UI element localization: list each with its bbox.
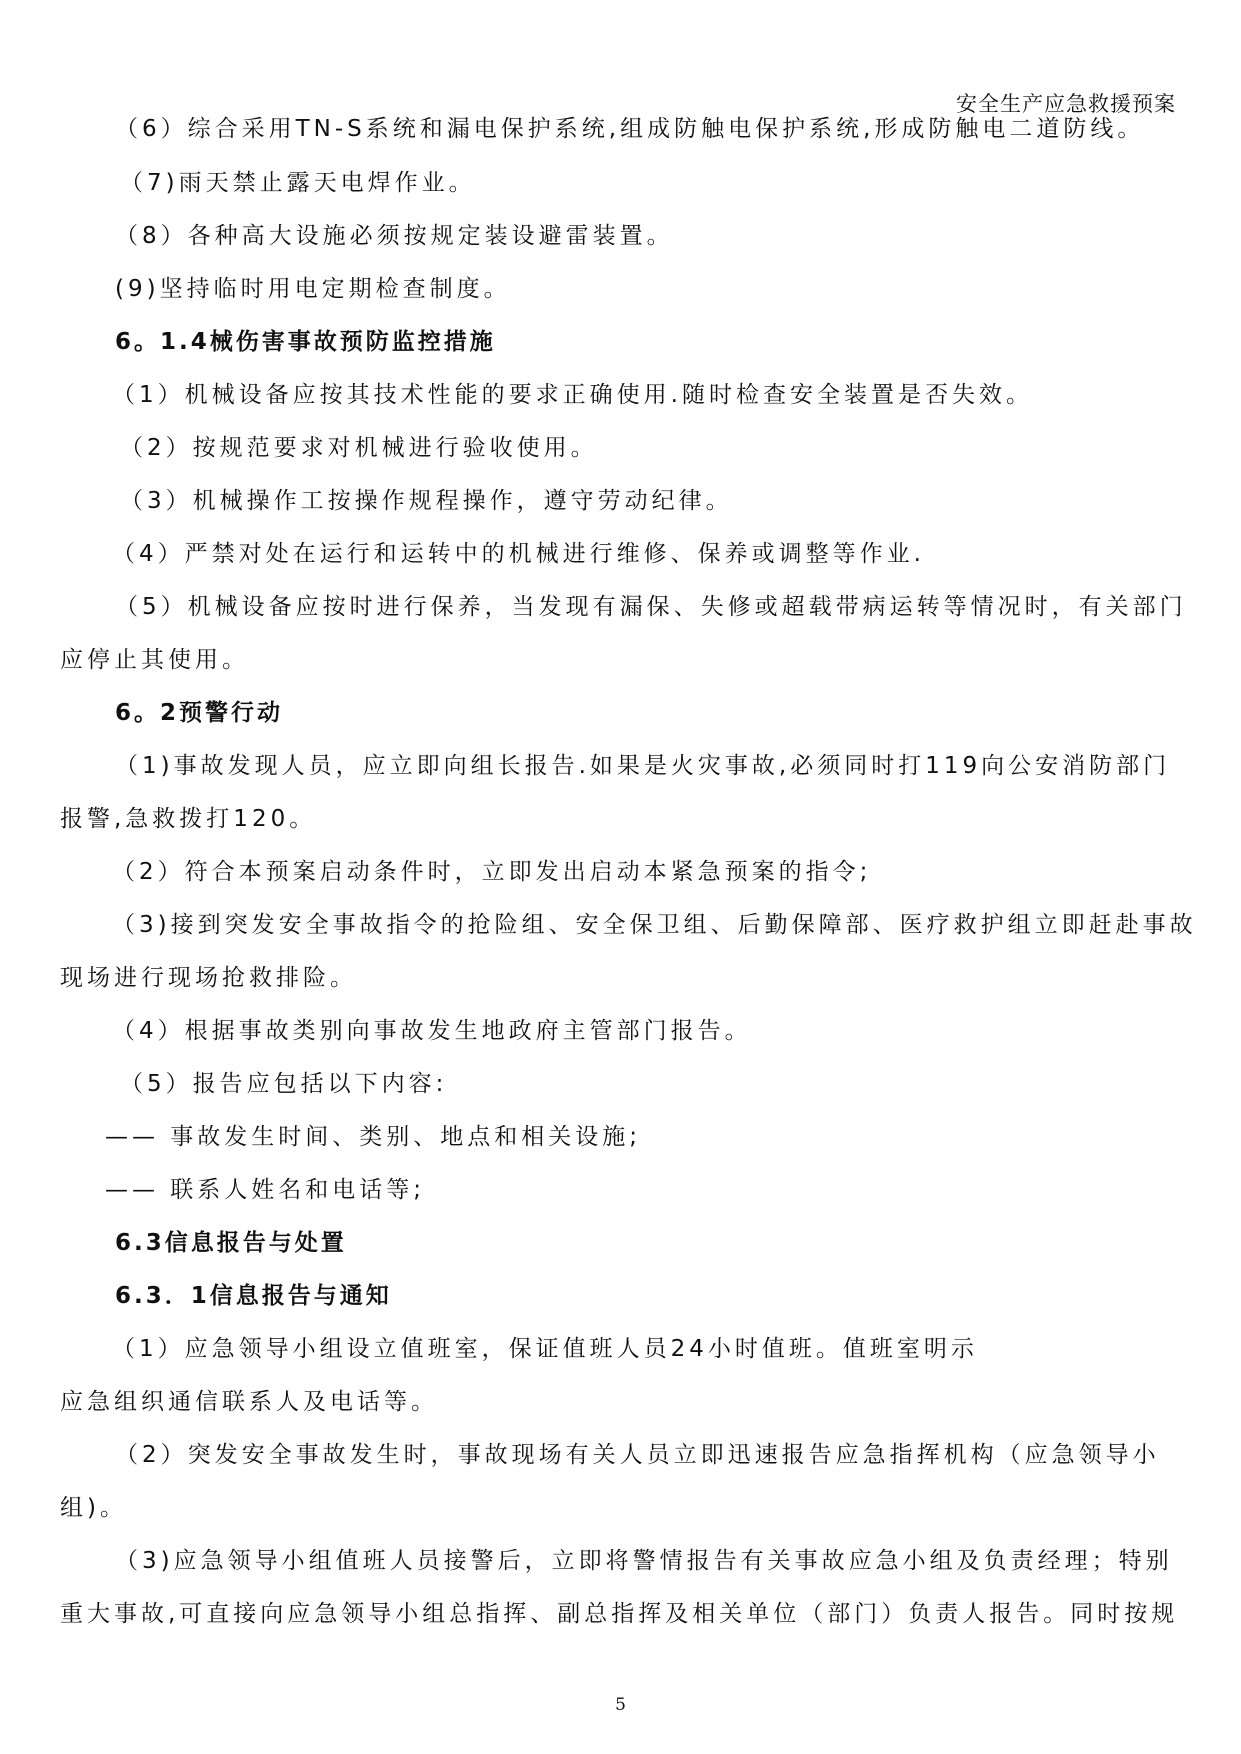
section-heading: 6.3．1信息报告与通知 [115, 1283, 392, 1309]
paragraph-line: 组)。 [60, 1495, 127, 1521]
paragraph-line: —— 事故发生时间、类别、地点和相关设施; [105, 1124, 642, 1150]
paragraph-line: —— 联系人姓名和电话等; [105, 1177, 426, 1203]
paragraph-line: 应急组织通信联系人及电话等。 [60, 1389, 438, 1415]
section-heading: 6。2预警行动 [115, 700, 284, 726]
paragraph-line: (9)坚持临时用电定期检查制度。 [115, 276, 511, 302]
paragraph-line: （4）严禁对处在运行和运转中的机械进行维修、保养或调整等作业. [112, 541, 925, 567]
section-heading: 6.3信息报告与处置 [115, 1230, 347, 1256]
paragraph-line: 应停止其使用。 [60, 647, 249, 673]
paragraph-line: （1）机械设备应按其技术性能的要求正确使用.随时检查安全装置是否失效。 [112, 382, 1033, 408]
page-number: 5 [615, 1695, 626, 1715]
paragraph-line: （2）符合本预案启动条件时，立即发出启动本紧急预案的指令; [112, 859, 872, 885]
paragraph-line: （6）综合采用TN-S系统和漏电保护系统,组成防触电保护系统,形成防触电二道防线。 [115, 116, 1145, 142]
paragraph-line: （8）各种高大设施必须按规定装设避雷装置。 [115, 223, 674, 249]
paragraph-line: 报警,急救拨打120。 [60, 806, 317, 832]
paragraph-line: （3）机械操作工按操作规程操作，遵守劳动纪律。 [120, 488, 733, 514]
section-heading: 6。1.4械伤害事故预防监控措施 [115, 329, 496, 355]
paragraph-line: 重大事故,可直接向应急领导小组总指挥、副总指挥及相关单位（部门）负责人报告。同时按规 [60, 1601, 1179, 1627]
paragraph-line: （7)雨天禁止露天电焊作业。 [120, 170, 476, 196]
paragraph-line: （3)接到突发安全事故指令的抢险组、安全保卫组、后勤保障部、医疗救护组立即赶赴事故 [112, 912, 1197, 938]
paragraph-line: （3)应急领导小组值班人员接警后，立即将警情报告有关事故应急小组及负责经理；特别 [115, 1548, 1173, 1574]
paragraph-line: （5）机械设备应按时进行保养，当发现有漏保、失修或超载带病运转等情况时，有关部门 [115, 594, 1187, 620]
paragraph-line: （1）应急领导小组设立值班室，保证值班人员24小时值班。值班室明示 [112, 1336, 978, 1362]
paragraph-line: （2）按规范要求对机械进行验收使用。 [120, 435, 598, 461]
paragraph-line: （2）突发安全事故发生时，事故现场有关人员立即迅速报告应急指挥机构（应急领导小 [115, 1442, 1160, 1468]
page-header-title: 安全生产应急救援预案 [956, 92, 1176, 116]
paragraph-line: 现场进行现场抢救排险。 [60, 965, 357, 991]
paragraph-line: （1)事故发现人员，应立即向组长报告.如果是火灾事故,必须同时打119向公安消防部门 [115, 753, 1171, 779]
paragraph-line: （5）报告应包括以下内容: [120, 1071, 448, 1097]
paragraph-line: （4）根据事故类别向事故发生地政府主管部门报告。 [112, 1018, 752, 1044]
